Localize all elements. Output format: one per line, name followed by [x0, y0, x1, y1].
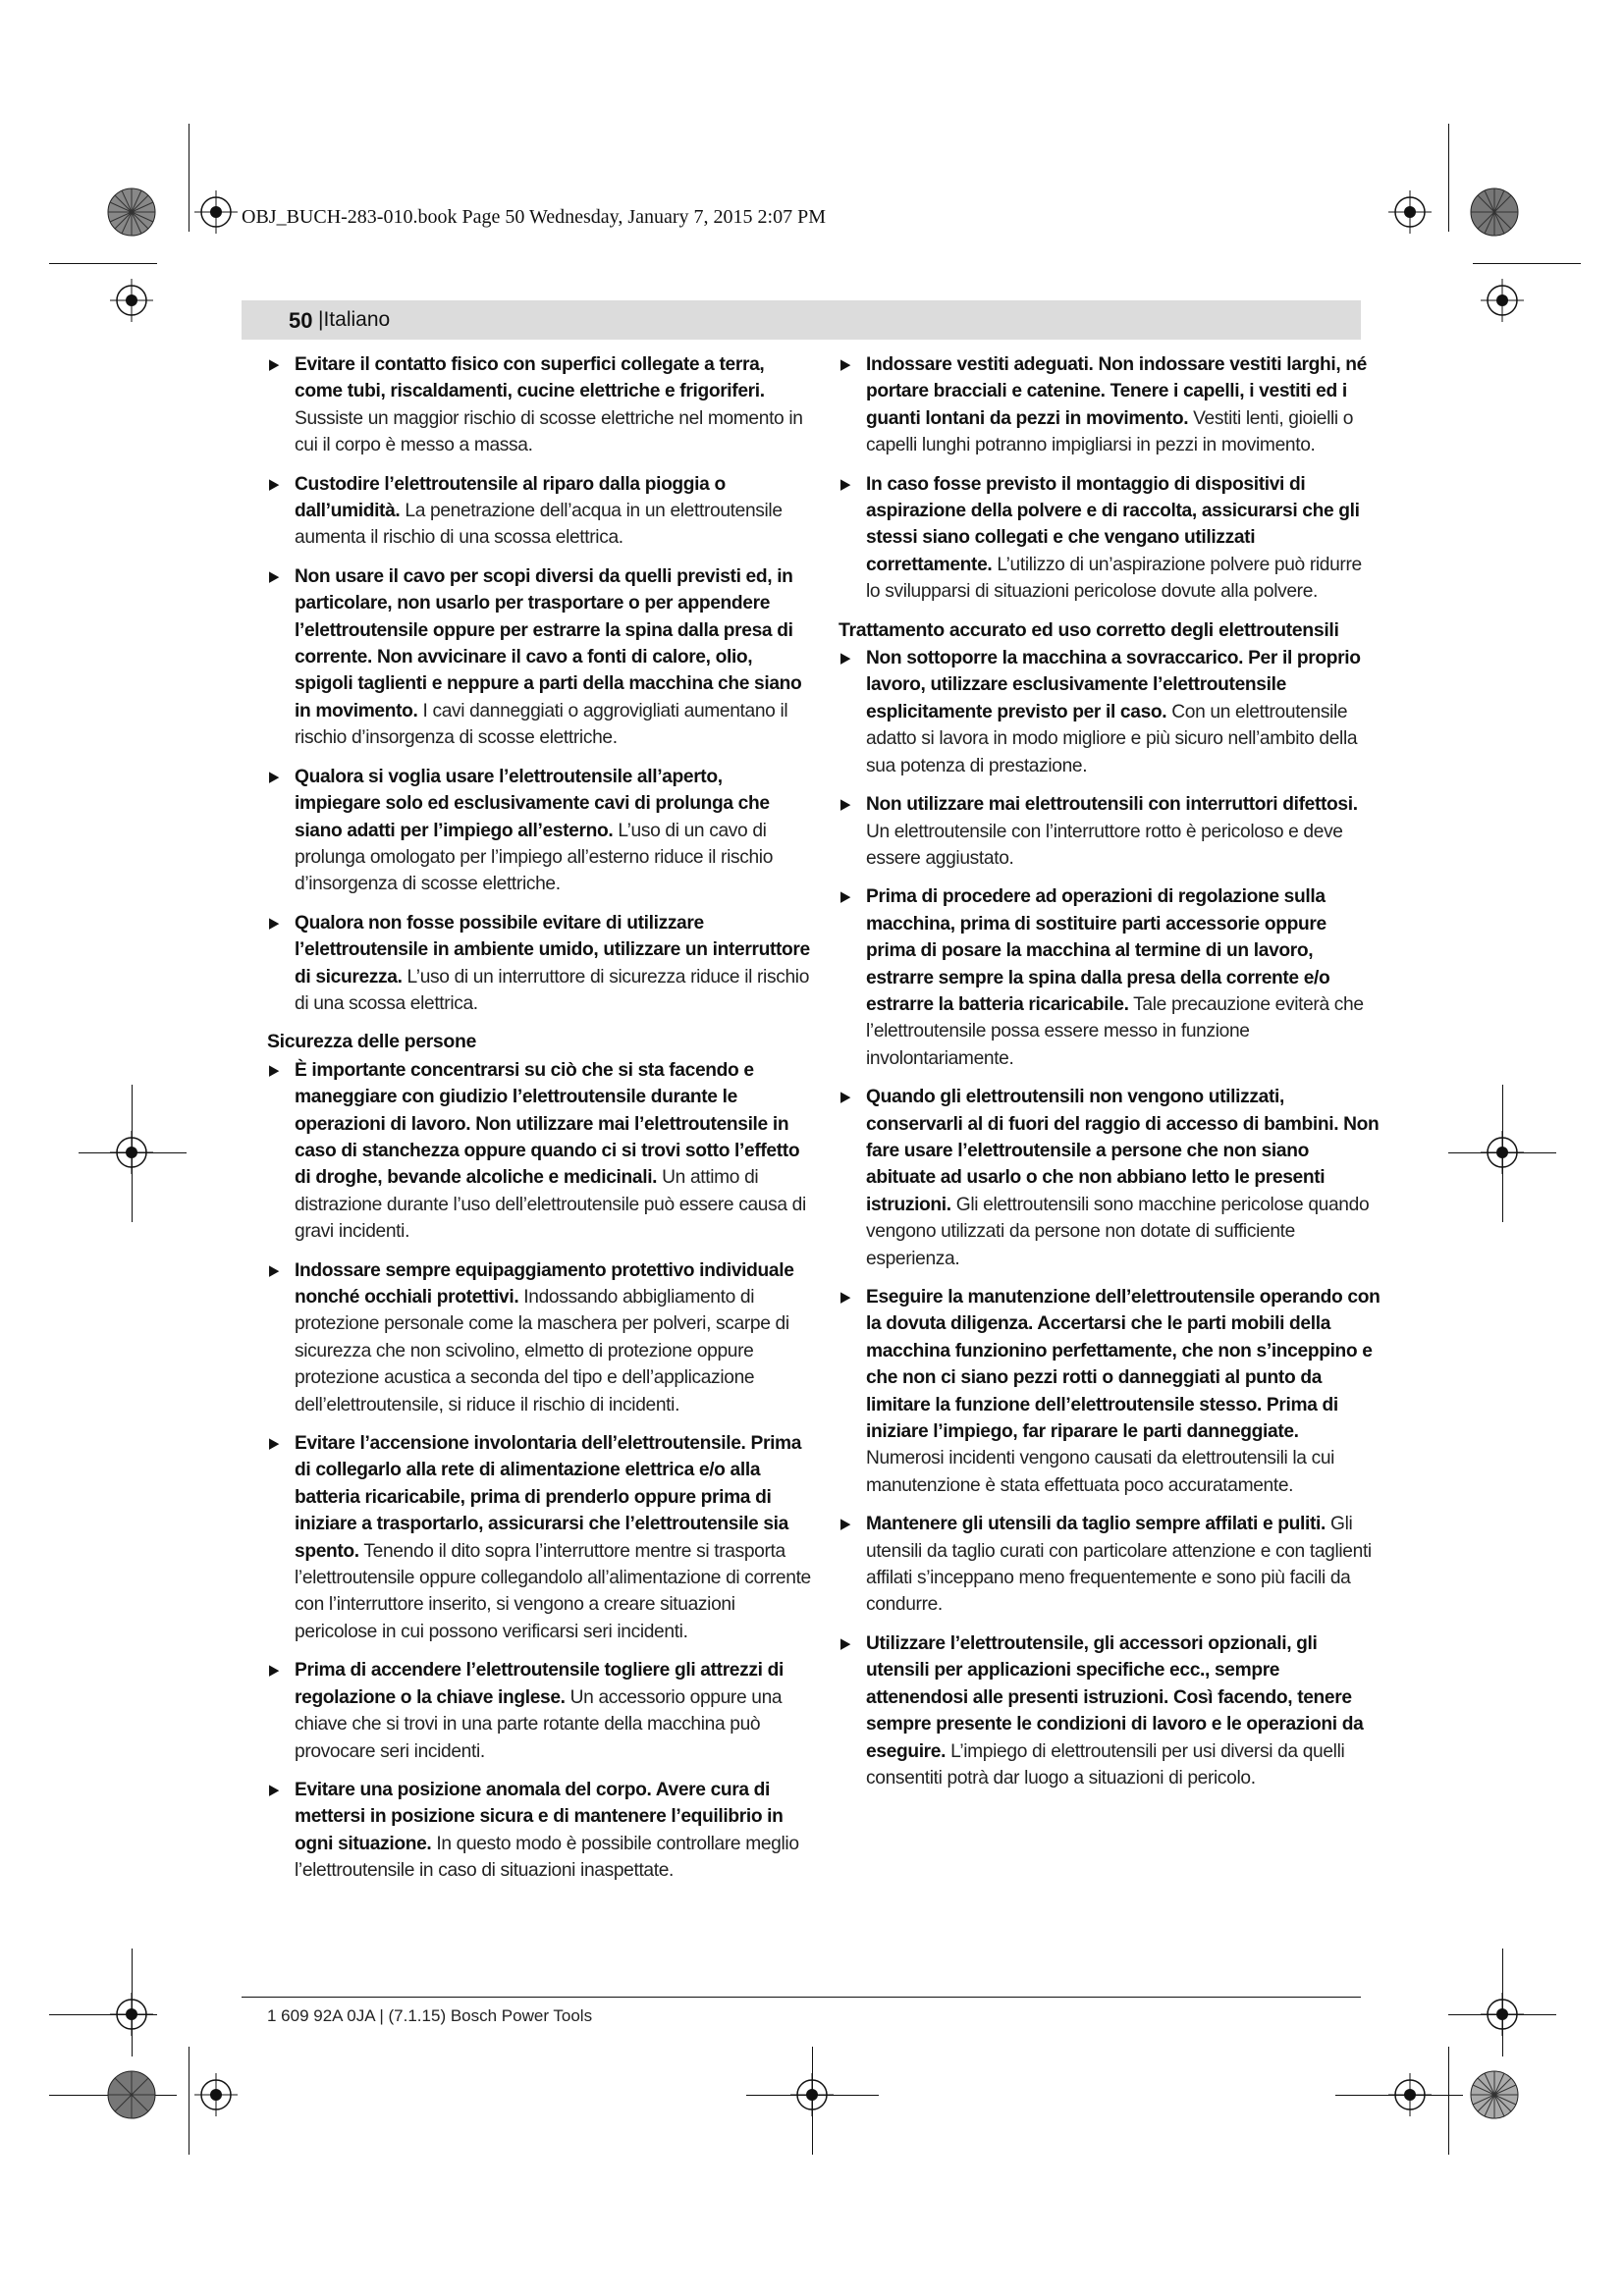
list-item — [839, 791, 1380, 872]
bullet-arrow-icon: ▶ — [840, 888, 851, 906]
bullet-arrow-icon: ▶ — [840, 475, 851, 493]
bullet-arrow-icon: ▶ — [269, 567, 280, 585]
list-item — [267, 1430, 813, 1645]
bullet-arrow-icon: ▶ — [840, 1089, 851, 1106]
color-wheel-icon — [1470, 187, 1519, 237]
item-bold-text: Evitare una posizione anomala del corpo. Avere cura di mettersi in posizione sicura e di mantenere l’equilibrio in ogni situazione. — [295, 1779, 784, 1854]
item-bold-text: Non usare il cavo per scopi diversi da quelli previsti ed, in particolare, non usarlo per trasportare o per appendere l’elettroutensile oppure per estrarre la spina dalla presa di corrente. Non avvicinare il cavo a fonti di calore, olio, spigoli taglienti e neppure a parti della macchina che siano in movimento. — [295, 565, 802, 721]
safety-list — [267, 1057, 813, 1885]
right-column — [839, 351, 1380, 1803]
item-bold-text: Qualora non fosse possibile evitare di utilizzare l’elettroutensile in ambiente umido, utilizzare un interruttore di sicurezza. — [295, 912, 810, 988]
footer-rule — [242, 1997, 1361, 1998]
book-info-line: OBJ_BUCH-283-010.book Page 50 Wednesday, January 7, 2015 2:07 PM — [242, 206, 827, 228]
list-item — [267, 471, 813, 552]
item-body-text: L’utilizzo di un’aspirazione polvere può ridurre lo svilupparsi di situazioni pericolose dovute alla polvere. — [866, 554, 1362, 603]
page-header — [242, 300, 1361, 340]
list-item — [839, 883, 1380, 1072]
item-body-text: Numerosi incidenti vengono causati da elettroutensili la cui manutenzione è stata effettuata poco accuratamente. — [866, 1448, 1335, 1496]
item-body-text: L’uso di un interruttore di sicurezza riduce il rischio di una scossa elettrica. — [295, 966, 810, 1014]
list-item — [839, 351, 1380, 459]
item-body-text: In questo modo è possibile controllare meglio l’elettroutensile in caso di situazioni inaspettate. — [295, 1833, 799, 1882]
bullet-arrow-icon: ▶ — [840, 1289, 851, 1306]
registration-mark-icon — [1481, 1131, 1524, 1174]
item-body-text: Con un elettroutensile adatto si lavora in modo migliore e più sicuro nell’ambito della sua potenza di prestazione. — [866, 701, 1358, 776]
item-body-text: Un elettroutensile con l’interruttore rotto è pericoloso e deve essere aggiustato. — [866, 821, 1343, 869]
list-item — [267, 910, 813, 1018]
item-bold-text: In caso fosse previsto il montaggio di dispositivi di aspirazione della polvere e di raccolta, assicurarsi che gli stessi siano collegati e che vengano utilizzati correttamente. — [866, 473, 1360, 575]
left-column — [267, 351, 813, 1896]
bullet-arrow-icon: ▶ — [840, 356, 851, 373]
list-item — [839, 1630, 1380, 1791]
page-number: 50 — [289, 308, 313, 333]
item-bold-text: Prima di procedere ad operazioni di regolazione sulla macchina, prima di sostituire parti accessorie oppure prima di posare la macchina al termine di un lavoro, estrarre sempre la spina dalla presa della corrente e/o estrarre la batteria ricaricabile. — [866, 886, 1330, 1015]
safety-list — [839, 645, 1380, 1791]
item-bold-text: Quando gli elettroutensili non vengono utilizzati, conservarli al di fuori del raggio di accesso di bambini. Non fare usare l’elettroutensile a persone che non siano abituate ad usarlo o che non abbiano letto le presenti istruzioni. — [866, 1087, 1380, 1215]
item-body-text: La penetrazione dell’acqua in un elettroutensile aumenta il rischio di una scossa elettrica. — [295, 501, 783, 549]
registration-mark-icon — [194, 2073, 238, 2116]
item-bold-text: È importante concentrarsi su ciò che si sta facendo e maneggiare con giudizio l’elettroutensile durante le operazioni di lavoro. Non utilizzare mai l’elettroutensile in caso di stanchezza oppure quando ci si trovi sotto l’effetto di droghe, bevande alcoliche e medicinali. — [295, 1059, 800, 1189]
list-item — [839, 1084, 1380, 1272]
registration-mark-icon — [1388, 2073, 1432, 2116]
crop-mark — [1448, 124, 1449, 232]
item-body-text: L’impiego di elettroutensili per usi diversi da quelli consentiti potrà dar luogo a situazioni di pericolo. — [866, 1740, 1345, 1789]
header-language: |Italiano — [318, 308, 391, 331]
section-heading: Trattamento accurato ed uso corretto degli elettroutensili — [839, 618, 1339, 641]
bullet-arrow-icon: ▶ — [269, 768, 280, 785]
crop-mark — [1448, 2047, 1449, 2155]
list-item — [839, 1511, 1380, 1619]
list-item — [267, 563, 813, 752]
bullet-arrow-icon: ▶ — [840, 796, 851, 814]
item-bold-text: Evitare il contatto fisico con superfici collegate a terra, come tubi, riscaldamenti, cucine elettriche e frigoriferi. — [295, 354, 765, 402]
crop-mark — [49, 263, 157, 264]
list-item — [267, 1257, 813, 1418]
bullet-arrow-icon: ▶ — [269, 1435, 280, 1453]
item-bold-text: Mantenere gli utensili da taglio sempre affilati e puliti. — [866, 1514, 1326, 1535]
item-body-text: L’uso di un cavo di prolunga omologato per l’impiego all’esterno riduce il rischio d’insorgenza di scosse elettriche. — [295, 820, 774, 895]
item-bold-text: Non utilizzare mai elettroutensili con interruttori difettosi. — [866, 794, 1358, 816]
list-item — [839, 645, 1380, 779]
footer-text: 1 609 92A 0JA | (7.1.15) Bosch Power Tools — [267, 2006, 593, 2025]
bullet-arrow-icon: ▶ — [840, 1634, 851, 1652]
bullet-arrow-icon: ▶ — [269, 914, 280, 932]
bullet-arrow-icon: ▶ — [269, 1662, 280, 1680]
list-item — [839, 471, 1380, 606]
registration-mark-icon — [1481, 279, 1524, 322]
safety-list — [839, 351, 1380, 606]
color-wheel-icon — [1470, 2070, 1519, 2119]
bullet-arrow-icon: ▶ — [269, 475, 280, 493]
bullet-arrow-icon: ▶ — [269, 356, 280, 373]
list-item — [267, 1777, 813, 1885]
bullet-arrow-icon: ▶ — [840, 650, 851, 667]
item-body-text: Indossando abbigliamento di protezione personale come la maschera per polveri, scarpe di sicurezza che non scivolino, elmetto di protezione oppure protezione acustica a seconda del tipo e dell’applicazione dell’elettroutensile, si riduce il rischio di incidenti. — [295, 1287, 789, 1415]
item-body-text: Vestiti lenti, gioielli o capelli lunghi potranno impigliarsi in pezzi in movimento. — [866, 407, 1354, 456]
registration-mark-icon — [790, 2073, 834, 2116]
registration-mark-icon — [110, 279, 153, 322]
bullet-arrow-icon: ▶ — [269, 1781, 280, 1798]
item-body-text: Sussiste un maggior rischio di scosse elettriche nel momento in cui il corpo è messo a massa. — [295, 407, 803, 456]
item-bold-text: Utilizzare l’elettroutensile, gli accessori opzionali, gli utensili per applicazioni specifiche ecc., sempre attenendosi alle presenti istruzioni. Così facendo, tenere sempre presente le condizioni di lavoro e le operazioni da eseguire. — [866, 1632, 1364, 1762]
color-wheel-icon — [107, 187, 156, 237]
crop-mark — [1473, 263, 1581, 264]
item-bold-text: Non sottoporre la macchina a sovraccarico. Per il proprio lavoro, utilizzare esclusivamente l’elettroutensile esplicitamente previsto per il caso. — [866, 648, 1361, 722]
item-bold-text: Indossare vestiti adeguati. Non indossare vestiti larghi, né portare bracciali e catenine. Tenere i capelli, i vestiti ed i guanti lontani da pezzi in movimento. — [866, 354, 1368, 429]
registration-mark-icon — [1388, 190, 1432, 234]
bullet-arrow-icon: ▶ — [269, 1261, 280, 1279]
item-body-text: Un attimo di distrazione durante l’uso dell’elettroutensile può essere causa di gravi incidenti. — [295, 1167, 806, 1243]
item-bold-text: Eseguire la manutenzione dell’elettroutensile operando con la dovuta diligenza. Accertarsi che le parti mobili della macchina funzionino perfettamente, che non s’inceppino e che non ci siano pezzi rotti o danneggiati al punto da limitare la funzione dell’elettroutensile stesso. Prima di iniziare l’impiego, far riparare le parti danneggiate. — [866, 1287, 1380, 1443]
list-item — [267, 764, 813, 898]
list-item — [267, 1657, 813, 1765]
registration-mark-icon — [194, 190, 238, 234]
color-wheel-icon — [107, 2070, 156, 2119]
item-body-text: I cavi danneggiati o aggrovigliati aumentano il rischio d’insorgenza di scosse elettriche. — [295, 700, 788, 749]
list-item — [267, 1057, 813, 1246]
item-body-text: Gli utensili da taglio curati con particolare attenzione e con taglienti affilati s’inceppano meno frequentemente e sono più facili da condurre. — [866, 1514, 1372, 1616]
bullet-arrow-icon: ▶ — [840, 1516, 851, 1533]
registration-mark-icon — [110, 1131, 153, 1174]
section-heading: Sicurezza delle persone — [267, 1031, 477, 1053]
item-bold-text: Custodire l’elettroutensile al riparo dalla pioggia o dall’umidità. — [295, 473, 726, 522]
item-body-text: Tale precauzione eviterà che l’elettroutensile possa essere messo in funzione involontariamente. — [866, 993, 1364, 1069]
item-body-text: Tenendo il dito sopra l’interruttore mentre si trasporta l’elettroutensile oppure collegandolo all’alimentazione di corrente con l’interruttore inserito, si vengono a creare situazioni pericolose in cui possono verificarsi seri incidenti. — [295, 1540, 811, 1642]
item-bold-text: Prima di accendere l’elettroutensile togliere gli attrezzi di regolazione o la chiave inglese. — [295, 1660, 784, 1708]
list-item — [267, 351, 813, 459]
registration-mark-icon — [1481, 1993, 1524, 2036]
item-bold-text: Indossare sempre equipaggiamento protettivo individuale nonché occhiali protettivi. — [295, 1259, 794, 1308]
item-body-text: Gli elettroutensili sono macchine pericolose quando vengono utilizzati da persone non dotate di sufficiente esperienza. — [866, 1194, 1370, 1269]
item-body-text: Un accessorio oppure una chiave che si trovi in una parte rotante della macchina può provocare seri incidenti. — [295, 1686, 783, 1762]
bullet-arrow-icon: ▶ — [269, 1061, 280, 1079]
item-bold-text: Qualora si voglia usare l’elettroutensile all’aperto, impiegare solo ed esclusivamente cavi di prolunga che siano adatti per l’impiego all’esterno. — [295, 766, 770, 841]
item-bold-text: Evitare l’accensione involontaria dell’elettroutensile. Prima di collegarlo alla rete di alimentazione elettrica e/o alla batteria ricaricabile, prima di prenderlo oppure prima di iniziare a trasportarlo, assicurarsi che l’elettroutensile sia spento. — [295, 1433, 802, 1562]
list-item — [839, 1284, 1380, 1499]
registration-mark-icon — [110, 1993, 153, 2036]
safety-list — [267, 351, 813, 1017]
